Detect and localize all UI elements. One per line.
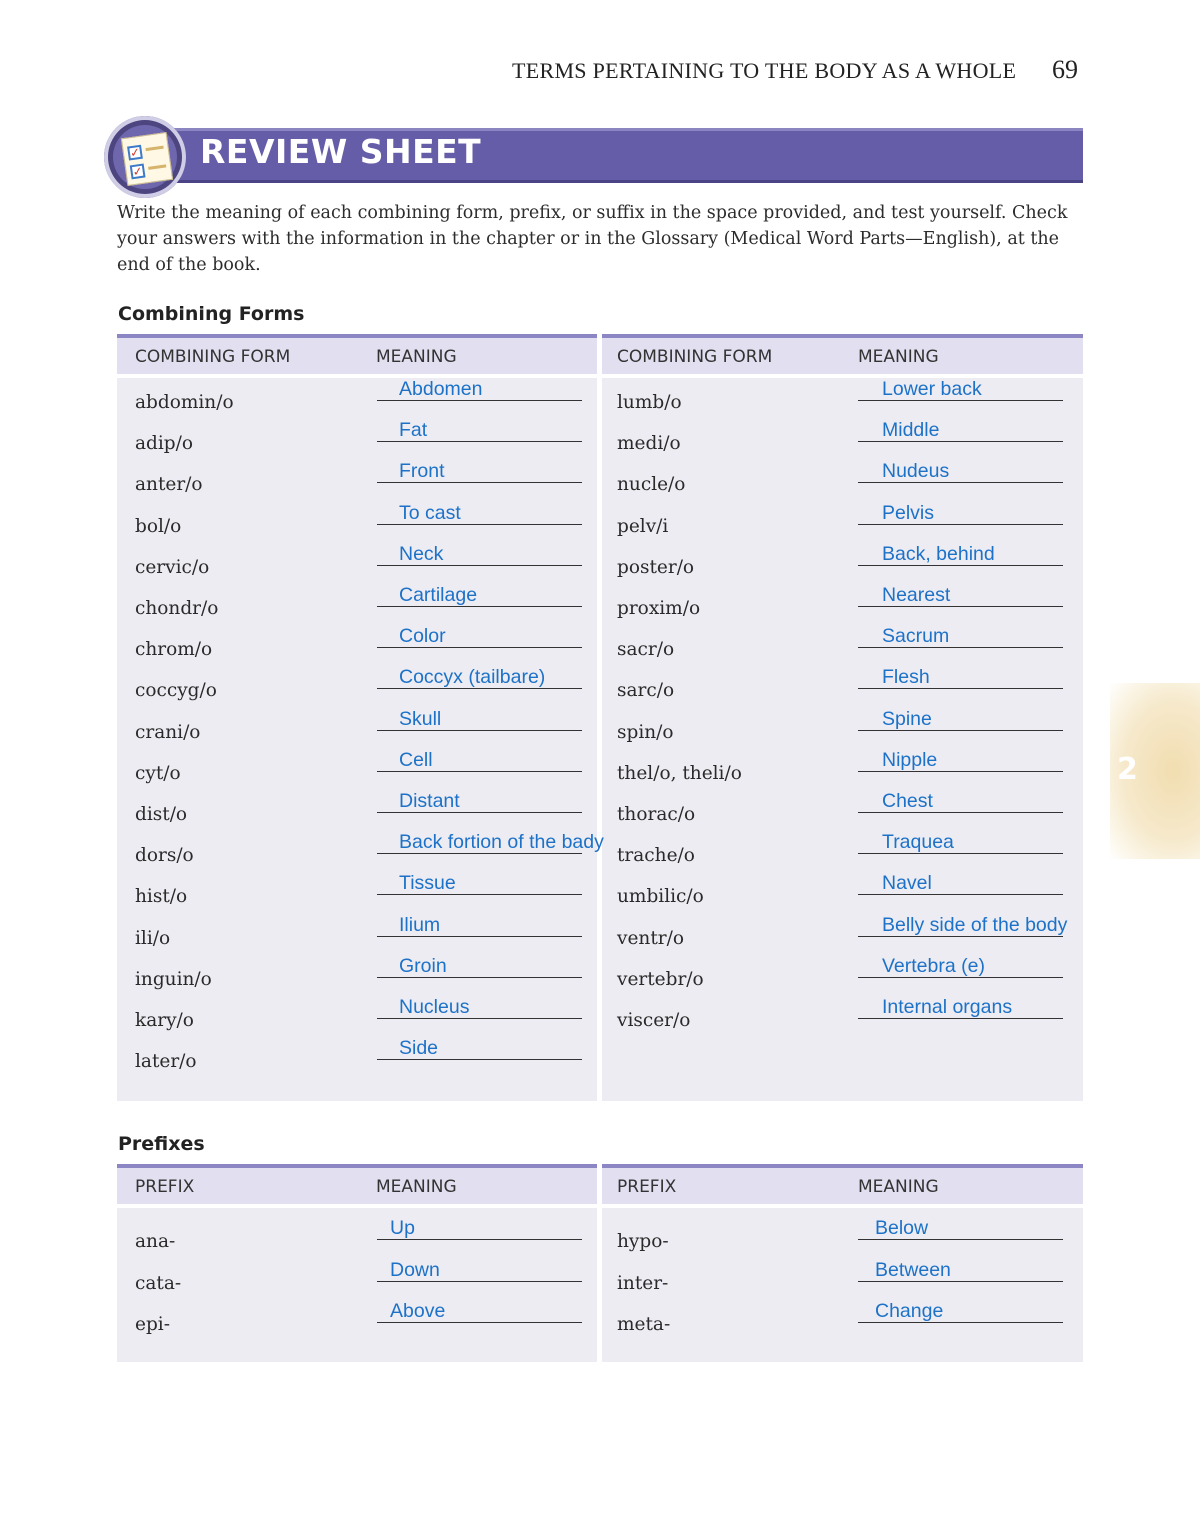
answer-field[interactable]: Belly side of the body (882, 913, 1068, 936)
term-label: poster/o (617, 556, 695, 578)
term-label: spin/o (617, 721, 674, 743)
answer-field[interactable]: Up (390, 1217, 415, 1239)
answer-field[interactable]: Front (399, 460, 445, 483)
page-number: 69 (1052, 55, 1078, 84)
term-label: later/o (135, 1051, 197, 1073)
term-label: sarc/o (617, 680, 675, 702)
answer-field[interactable]: Middle (882, 419, 940, 442)
answer-field[interactable]: Above (390, 1300, 446, 1322)
answer-field[interactable]: To cast (399, 501, 461, 524)
term-label: medi/o (617, 433, 681, 455)
answer-field[interactable]: Side (399, 1037, 439, 1060)
check-box-icon: ✓ (129, 144, 141, 161)
table-header (117, 1168, 597, 1208)
term-label: anter/o (135, 474, 203, 496)
term-label: dors/o (135, 845, 194, 867)
term-label: cata- (135, 1272, 182, 1294)
answer-field[interactable]: Color (399, 625, 446, 648)
answer-field[interactable]: Lower back (882, 378, 982, 400)
table-header (117, 338, 597, 378)
term-label: thel/o, theli/o (617, 762, 742, 784)
instructions-paragraph: Write the meaning of each combining form, prefix, or suffix in the space provided, and test yourself. Check your answers with the information in the chapter or in the Glossary (Medical Word Parts—English), at the end of the book. (117, 203, 1068, 275)
term-label: lumb/o (617, 392, 682, 413)
answer-field[interactable]: Nucleus (399, 996, 470, 1018)
term-label: nucle/o (617, 474, 686, 496)
running-head: TERMS PERTAINING TO THE BODY AS A WHOLE (512, 58, 1017, 83)
answer-field[interactable]: Vertebra (e) (882, 954, 985, 977)
check-box-icon: ✓ (131, 163, 144, 180)
answer-field[interactable]: Ilium (399, 913, 441, 936)
answer-field[interactable]: Nudeus (882, 460, 950, 483)
answer-field[interactable]: Tissue (399, 872, 456, 895)
term-label: proxim/o (617, 598, 701, 619)
column-header-prefix: PREFIX (135, 1177, 195, 1197)
column-header-combining-form: COMBINING FORM (135, 347, 291, 367)
checklist-line (148, 164, 166, 169)
answer-field[interactable]: Change (875, 1300, 944, 1322)
answer-field[interactable]: Back, behind (882, 542, 995, 565)
term-label: hypo- (617, 1231, 669, 1252)
term-label: hist/o (135, 886, 188, 908)
prefixes-title: Prefixes (118, 1133, 205, 1155)
answer-field[interactable]: Cartilage (399, 584, 478, 606)
answer-field[interactable]: Navel (882, 872, 932, 895)
column-header-meaning: MEANING (376, 347, 457, 367)
answer-field[interactable]: Neck (399, 542, 444, 565)
answer-field[interactable]: Distant (399, 790, 460, 812)
column-header-meaning: MEANING (858, 347, 939, 367)
term-label: umbilic/o (617, 886, 704, 908)
prefixes-right-panel (602, 1164, 1083, 1362)
term-label: viscer/o (617, 1010, 691, 1031)
banner-title: REVIEW SHEET (200, 132, 482, 171)
term-label: ventr/o (617, 927, 684, 949)
table-header (602, 1168, 1083, 1208)
answer-field[interactable]: Groin (399, 954, 447, 977)
term-label: inter- (617, 1272, 669, 1294)
combining-forms-title: Combining Forms (118, 303, 305, 325)
term-label: vertebr/o (617, 968, 704, 990)
answer-field[interactable]: Abdomen (399, 378, 483, 400)
checklist-line (145, 146, 163, 151)
term-label: cervic/o (135, 556, 210, 578)
answer-field[interactable]: Nearest (882, 584, 951, 606)
answer-field[interactable]: Flesh (882, 666, 930, 689)
term-label: ili/o (135, 927, 171, 949)
answer-field[interactable]: Pelvis (882, 501, 935, 524)
term-label: epi- (135, 1314, 170, 1335)
answer-field[interactable]: Below (875, 1217, 929, 1239)
column-header-combining-form: COMBINING FORM (617, 347, 773, 367)
term-label: abdomin/o (135, 392, 234, 413)
term-label: chondr/o (135, 598, 219, 619)
term-label: chrom/o (135, 639, 213, 661)
term-label: pelv/i (617, 515, 669, 537)
answer-field[interactable]: Internal organs (882, 996, 1013, 1018)
answer-field[interactable]: Coccyx (tailbare) (399, 666, 546, 689)
answer-field[interactable]: Traquea (882, 831, 954, 854)
term-label: crani/o (135, 721, 201, 743)
term-label: ana- (135, 1231, 176, 1252)
answer-field[interactable]: Back fortion of the bady (399, 831, 604, 854)
answer-field[interactable]: Between (875, 1258, 951, 1281)
term-label: coccyg/o (135, 680, 217, 702)
answer-field[interactable]: Chest (882, 790, 933, 812)
term-label: sacr/o (617, 639, 675, 661)
column-header-prefix: PREFIX (617, 1177, 677, 1197)
answer-field[interactable]: Skull (399, 707, 442, 730)
term-label: meta- (617, 1314, 671, 1335)
term-label: cyt/o (135, 762, 181, 784)
term-label: kary/o (135, 1010, 194, 1031)
answer-field[interactable]: Sacrum (882, 625, 950, 648)
chapter-tab-number: 2 (1117, 752, 1138, 787)
term-label: trache/o (617, 845, 695, 867)
answer-field[interactable]: Fat (399, 419, 428, 442)
prefixes-left-panel (117, 1164, 597, 1362)
column-header-meaning: MEANING (858, 1177, 939, 1197)
term-label: adip/o (135, 433, 194, 455)
checklist-icon-sheet (121, 132, 173, 186)
answer-field[interactable]: Down (390, 1258, 440, 1281)
term-label: dist/o (135, 804, 188, 825)
column-header-meaning: MEANING (376, 1177, 457, 1197)
term-label: bol/o (135, 515, 182, 537)
term-label: thorac/o (617, 804, 696, 825)
answer-field[interactable]: Nipple (882, 748, 938, 771)
answer-field[interactable]: Cell (399, 748, 433, 771)
term-label: inguin/o (135, 968, 212, 990)
answer-field[interactable]: Spine (882, 707, 932, 730)
table-header (602, 338, 1083, 378)
